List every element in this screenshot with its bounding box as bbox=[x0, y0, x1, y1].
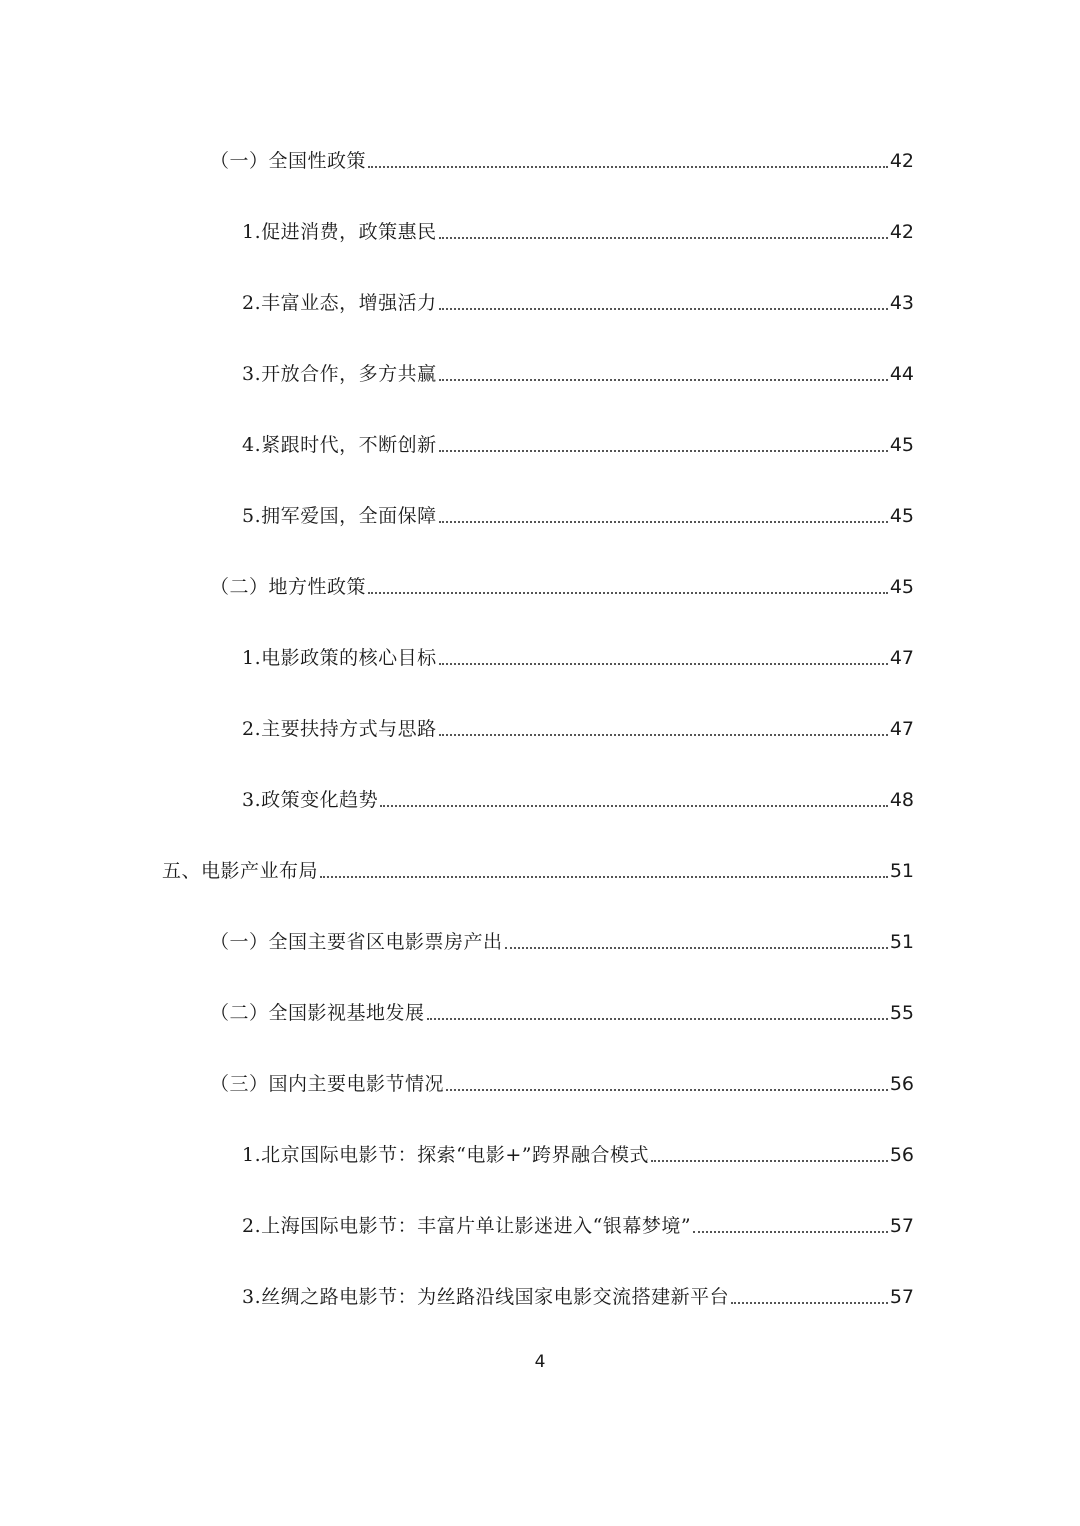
dot-leader bbox=[368, 166, 888, 168]
toc-entry-title: 2.丰富业态，增强活力 bbox=[242, 292, 437, 314]
toc-entry bbox=[242, 1279, 914, 1311]
toc-entry-page: 44 bbox=[889, 363, 914, 385]
toc-entry bbox=[242, 285, 914, 317]
toc-entry-title: （三）国内主要电影节情况 bbox=[210, 1073, 445, 1095]
toc-entry bbox=[242, 427, 914, 459]
toc-entry-page: 42 bbox=[889, 150, 914, 172]
toc-entry bbox=[162, 853, 914, 885]
dot-leader bbox=[693, 1231, 888, 1233]
toc-entry-page: 43 bbox=[889, 292, 914, 314]
toc-entry-title: 3.丝绸之路电影节：为丝路沿线国家电影交流搭建新平台 bbox=[242, 1286, 730, 1308]
dot-leader bbox=[439, 308, 888, 310]
dot-leader bbox=[505, 947, 888, 949]
dot-leader bbox=[368, 592, 888, 594]
dot-leader bbox=[320, 876, 888, 878]
toc-entry bbox=[242, 356, 914, 388]
toc-entry-page: 57 bbox=[889, 1286, 914, 1308]
toc-entry-title: 1.促进消费，政策惠民 bbox=[242, 221, 437, 243]
toc-entry-page: 55 bbox=[889, 1002, 914, 1024]
dot-leader bbox=[427, 1018, 888, 1020]
toc-entry bbox=[242, 1208, 914, 1240]
toc-entry bbox=[242, 640, 914, 672]
toc-entry-title: 3.开放合作，多方共赢 bbox=[242, 363, 437, 385]
dot-leader bbox=[439, 237, 888, 239]
toc-entry bbox=[242, 711, 914, 743]
dot-leader bbox=[651, 1160, 888, 1162]
dot-leader bbox=[439, 663, 888, 665]
toc-entry-page: 51 bbox=[889, 860, 914, 882]
toc-entry bbox=[242, 214, 914, 246]
dot-leader bbox=[439, 450, 888, 452]
toc-entry bbox=[210, 569, 914, 601]
toc-entry-page: 56 bbox=[889, 1144, 914, 1166]
toc-entry-page: 48 bbox=[889, 789, 914, 811]
toc-entry-title: 5.拥军爱国，全面保障 bbox=[242, 505, 437, 527]
dot-leader bbox=[380, 805, 888, 807]
toc-entry-title: （二）全国影视基地发展 bbox=[210, 1002, 425, 1024]
toc-entry bbox=[242, 498, 914, 530]
toc-entry-title: 1.电影政策的核心目标 bbox=[242, 647, 437, 669]
toc-entry-page: 42 bbox=[889, 221, 914, 243]
dot-leader bbox=[446, 1089, 888, 1091]
dot-leader bbox=[439, 521, 888, 523]
dot-leader bbox=[439, 379, 888, 381]
toc-entry-title: 2.主要扶持方式与思路 bbox=[242, 718, 437, 740]
toc-entry-title: （二）地方性政策 bbox=[210, 576, 367, 598]
page-number: 4 bbox=[534, 1352, 546, 1372]
toc-entry bbox=[242, 782, 914, 814]
toc-entry-page: 51 bbox=[889, 931, 914, 953]
toc-entry bbox=[242, 1137, 914, 1169]
toc-entry-title: 3.政策变化趋势 bbox=[242, 789, 379, 811]
toc-entry-title: （一）全国性政策 bbox=[210, 150, 367, 172]
toc-entry-title: 1.北京国际电影节：探索“电影+”跨界融合模式 bbox=[242, 1144, 649, 1166]
toc-entry-page: 45 bbox=[889, 576, 914, 598]
toc-entry-page: 57 bbox=[889, 1215, 914, 1237]
dot-leader bbox=[439, 734, 888, 736]
toc-entry-page: 47 bbox=[889, 647, 914, 669]
toc-entry-page: 45 bbox=[889, 505, 914, 527]
toc-entry-page: 47 bbox=[889, 718, 914, 740]
toc-entry-title: （一）全国主要省区电影票房产出 bbox=[210, 931, 503, 953]
toc-entry-page: 45 bbox=[889, 434, 914, 456]
toc-entry bbox=[210, 1066, 914, 1098]
toc-entry bbox=[210, 995, 914, 1027]
toc-entry-page: 56 bbox=[889, 1073, 914, 1095]
toc-entry-title: 4.紧跟时代，不断创新 bbox=[242, 434, 437, 456]
toc-entry-title: 2.上海国际电影节：丰富片单让影迷进入“银幕梦境” bbox=[242, 1215, 692, 1237]
toc-entry-title: 五、电影产业布局 bbox=[162, 860, 319, 882]
dot-leader bbox=[731, 1302, 888, 1304]
toc-entry bbox=[210, 143, 914, 175]
toc-entry bbox=[210, 924, 914, 956]
